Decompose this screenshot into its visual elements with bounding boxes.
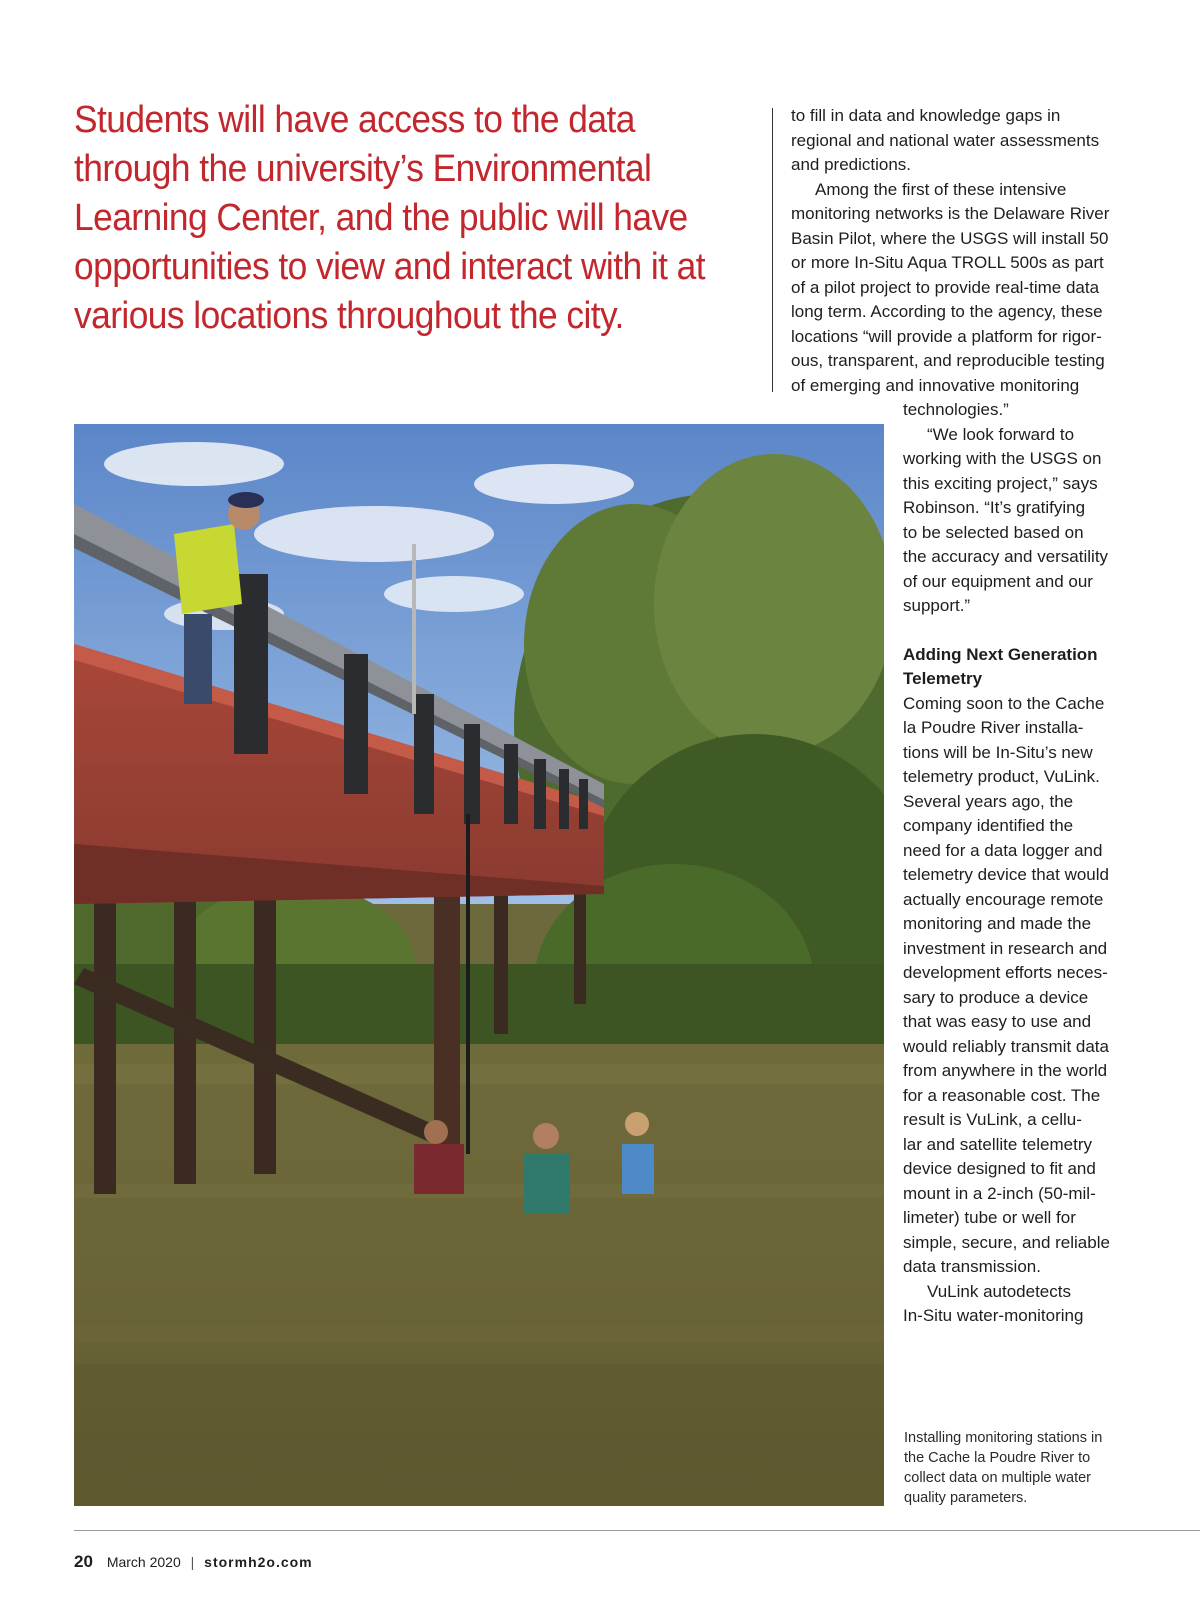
caption-line: quality parameters. bbox=[904, 1490, 1028, 1506]
body-line: long term. According to the agency, these bbox=[791, 302, 1103, 321]
section-subhead: Adding Next Generation bbox=[903, 644, 1098, 664]
body-line: of our equipment and our bbox=[903, 571, 1093, 591]
body-line: VuLink autodetects bbox=[927, 1281, 1071, 1301]
body-line: locations “will provide a platform for rigor- bbox=[791, 326, 1102, 346]
body-line: device designed to fit and bbox=[903, 1159, 1096, 1178]
article-column-top bbox=[791, 104, 1131, 398]
body-line: actually encourage remote bbox=[903, 889, 1104, 909]
caption-line: collect data on multiple water bbox=[904, 1470, 1091, 1486]
pull-quote-line: Learning Center, and the public will have bbox=[74, 197, 688, 239]
body-line: development efforts neces- bbox=[903, 963, 1108, 982]
body-line: simple, secure, and reliable bbox=[903, 1232, 1110, 1252]
body-line: la Poudre River installa- bbox=[903, 718, 1084, 737]
body-line: lar and satellite telemetry bbox=[903, 1134, 1092, 1154]
body-line: Coming soon to the Cache bbox=[903, 693, 1105, 713]
pull-quote bbox=[74, 96, 706, 341]
issue-date: March 2020 bbox=[106, 1554, 181, 1570]
body-line: telemetry device that would bbox=[903, 865, 1109, 884]
body-line: that was easy to use and bbox=[903, 1012, 1092, 1031]
body-line: from anywhere in the world bbox=[903, 1061, 1108, 1080]
body-line: working with the USGS on bbox=[903, 449, 1102, 468]
body-line: investment in research and bbox=[903, 938, 1108, 958]
body-line: of emerging and innovative monitoring bbox=[791, 375, 1080, 395]
site-url: stormh2o.com bbox=[204, 1554, 313, 1570]
page-footer bbox=[74, 1552, 313, 1572]
body-line: sary to produce a device bbox=[903, 987, 1089, 1007]
body-line: limeter) tube or well for bbox=[903, 1208, 1076, 1227]
body-line: and predictions. bbox=[791, 155, 912, 174]
photo-caption bbox=[904, 1428, 1130, 1508]
body-line: or more In-Situ Aqua TROLL 500s as part bbox=[791, 253, 1104, 272]
body-line: regional and national water assessments bbox=[791, 130, 1100, 150]
body-line: need for a data logger and bbox=[903, 840, 1103, 860]
body-line: ous, transparent, and reproducible testing bbox=[791, 351, 1105, 370]
body-line: for a reasonable cost. The bbox=[903, 1085, 1101, 1105]
caption-line: Installing monitoring stations in bbox=[904, 1430, 1103, 1446]
body-line: Among the first of these intensive bbox=[815, 179, 1067, 199]
body-line: support.” bbox=[903, 596, 971, 615]
body-line: telemetry product, VuLink. bbox=[903, 767, 1100, 786]
body-line: “We look forward to bbox=[927, 424, 1075, 444]
body-line: of a pilot project to provide real-time data bbox=[791, 277, 1100, 297]
body-line: tions will be In-Situ’s new bbox=[903, 742, 1093, 762]
body-line: this exciting project,” says bbox=[903, 473, 1098, 493]
pull-quote-line: various locations throughout the city. bbox=[74, 295, 624, 337]
footer-separator: | bbox=[190, 1554, 195, 1570]
body-line: Several years ago, the bbox=[903, 791, 1074, 811]
body-line: company identified the bbox=[903, 816, 1074, 835]
body-line: to be selected based on bbox=[903, 522, 1084, 542]
river-bridge-photo bbox=[74, 424, 884, 1506]
body-line: Robinson. “It’s gratifying bbox=[903, 498, 1086, 517]
column-divider bbox=[772, 108, 773, 392]
body-line: monitoring and made the bbox=[903, 914, 1092, 933]
body-line: technologies.” bbox=[903, 400, 1009, 419]
body-line: monitoring networks is the Delaware River bbox=[791, 204, 1110, 223]
section-subhead: Telemetry bbox=[903, 669, 983, 688]
body-line: the accuracy and versatility bbox=[903, 547, 1109, 566]
article-column-narrow bbox=[903, 398, 1129, 1329]
pull-quote-line: through the university’s Environmental bbox=[74, 148, 652, 190]
body-line: would reliably transmit data bbox=[903, 1036, 1109, 1056]
body-line: In-Situ water-monitoring bbox=[903, 1306, 1084, 1325]
pull-quote-line: Students will have access to the data bbox=[74, 99, 635, 141]
body-line: mount in a 2-inch (50-mil- bbox=[903, 1183, 1096, 1203]
page-number: 20 bbox=[74, 1552, 93, 1571]
footer-divider bbox=[74, 1530, 1200, 1531]
body-line: data transmission. bbox=[903, 1257, 1041, 1276]
pull-quote-line: opportunities to view and interact with it at bbox=[74, 246, 706, 288]
body-line: result is VuLink, a cellu- bbox=[903, 1110, 1082, 1129]
body-line: Basin Pilot, where the USGS will install 50 bbox=[791, 228, 1109, 248]
caption-line: the Cache la Poudre River to bbox=[904, 1450, 1091, 1466]
body-line: to fill in data and knowledge gaps in bbox=[791, 106, 1061, 125]
